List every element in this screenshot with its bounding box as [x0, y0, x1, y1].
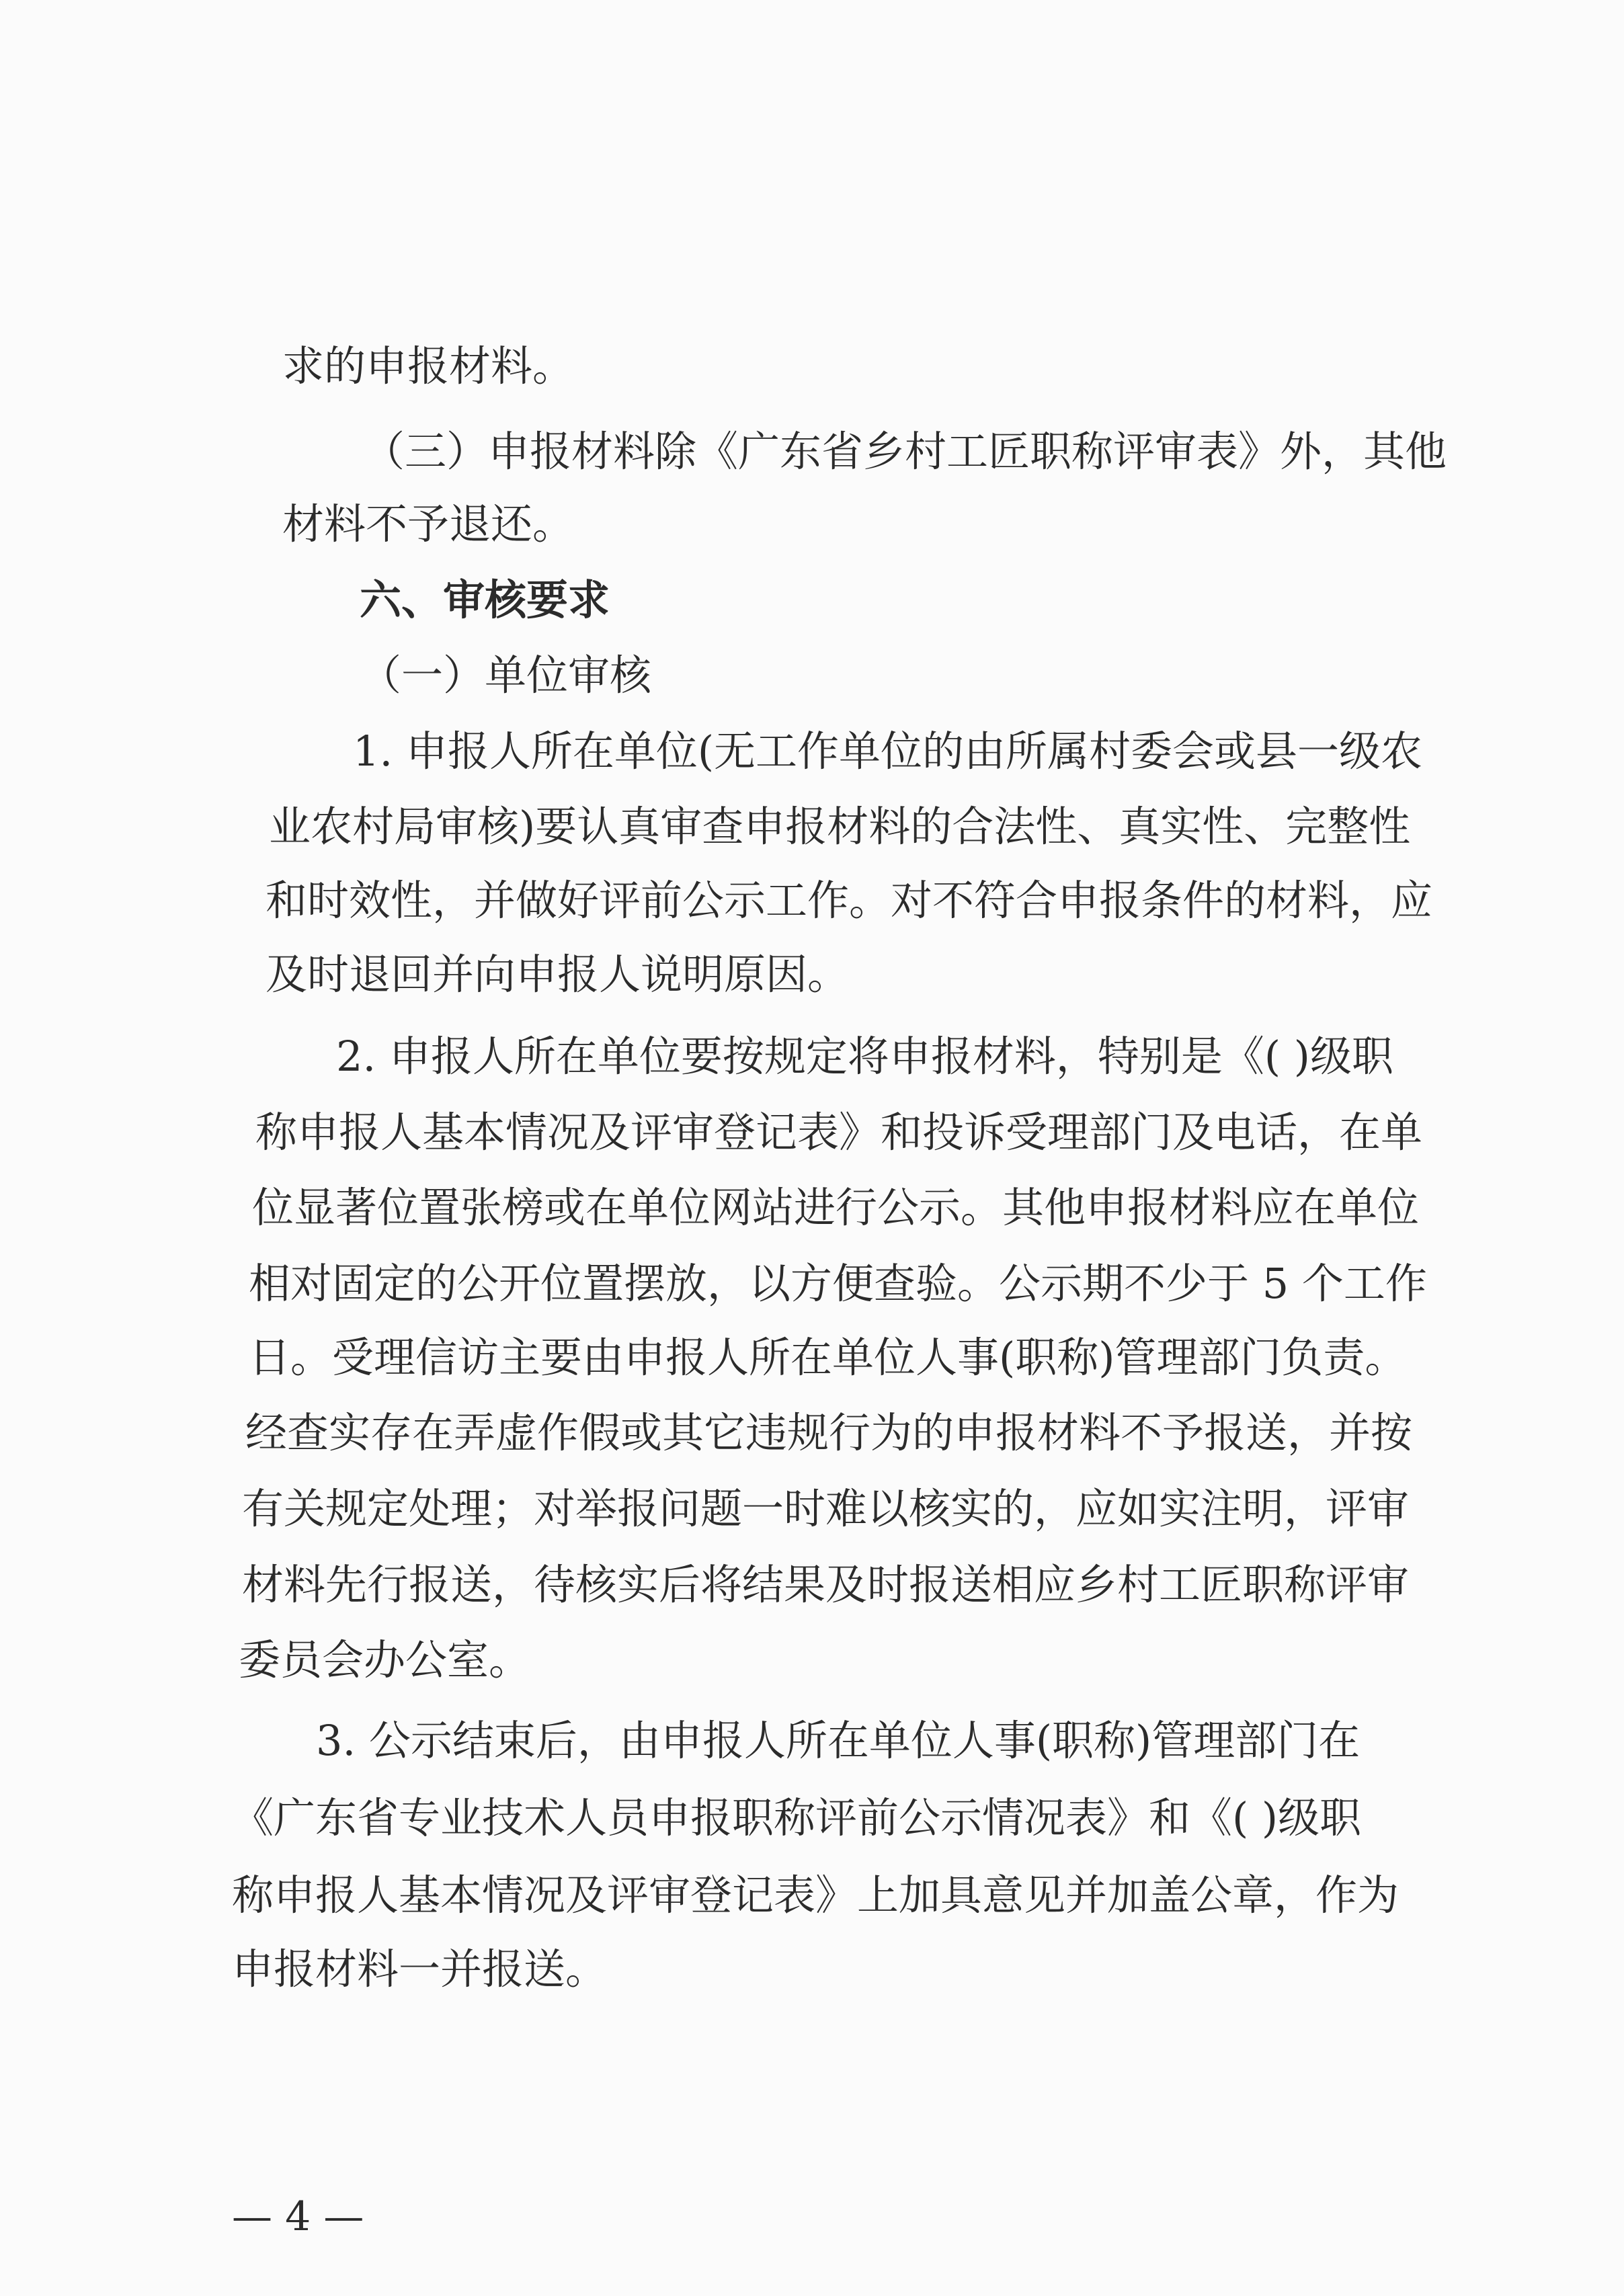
paragraph-line: 2. 申报人所在单位要按规定将申报材料，特别是《( )级职 [336, 1032, 1393, 1081]
paragraph-line: 申报材料一并报送。 [232, 1944, 608, 1994]
paragraph-line: 位显著位置张榜或在单位网站进行公示。其他申报材料应在单位 [252, 1183, 1420, 1232]
subsection-heading: （一）单位审核 [360, 651, 652, 700]
paragraph-line: 3. 公示结束后，由申报人所在单位人事(职称)管理部门在 [316, 1716, 1361, 1765]
paragraph-line: 委员会办公室。 [239, 1635, 531, 1684]
paragraph-line: 称申报人基本情况及评审登记表》上加具意见并加盖公章，作为 [232, 1871, 1399, 1920]
paragraph-line: 及时退回并向申报人说明原因。 [266, 950, 850, 999]
paragraph-line: 相对固定的公开位置摆放，以方便查验。公示期不少于 5 个工作 [249, 1259, 1427, 1308]
paragraph-line: 经查实存在弄虚作假或其它违规行为的申报材料不予报送，并按 [245, 1408, 1413, 1457]
paragraph-line: 业农村局审核)要认真审查申报材料的合法性、真实性、完整性 [269, 802, 1411, 851]
section-heading: 六、审核要求 [360, 575, 610, 624]
paragraph-line: 日。受理信访主要由申报人所在单位人事(职称)管理部门负责。 [249, 1333, 1407, 1382]
paragraph-line: 称申报人基本情况及评审登记表》和投诉受理部门及电话，在单 [255, 1108, 1423, 1157]
paragraph-line: 有关规定处理；对举报问题一时难以核实的，应如实注明，评审 [242, 1484, 1410, 1533]
paragraph-line: （三）申报材料除《广东省乡村工匠职称评审表》外，其他 [363, 427, 1447, 476]
paragraph-line: 和时效性，并做好评前公示工作。对不符合申报条件的材料，应 [266, 876, 1433, 925]
paragraph-line: 《广东省专业技术人员申报职称评前公示情况表》和《( )级职 [232, 1793, 1362, 1842]
paragraph-line: 1. 申报人所在单位(无工作单位的由所属村委会或县一级农 [353, 727, 1423, 776]
paragraph-line: 材料先行报送，待核实后将结果及时报送相应乡村工匠职称评审 [242, 1560, 1410, 1609]
paragraph-line: 求的申报材料。 [282, 341, 575, 391]
paragraph-line: 材料不予退还。 [282, 499, 575, 548]
page-number: — 4 — [232, 2193, 364, 2240]
